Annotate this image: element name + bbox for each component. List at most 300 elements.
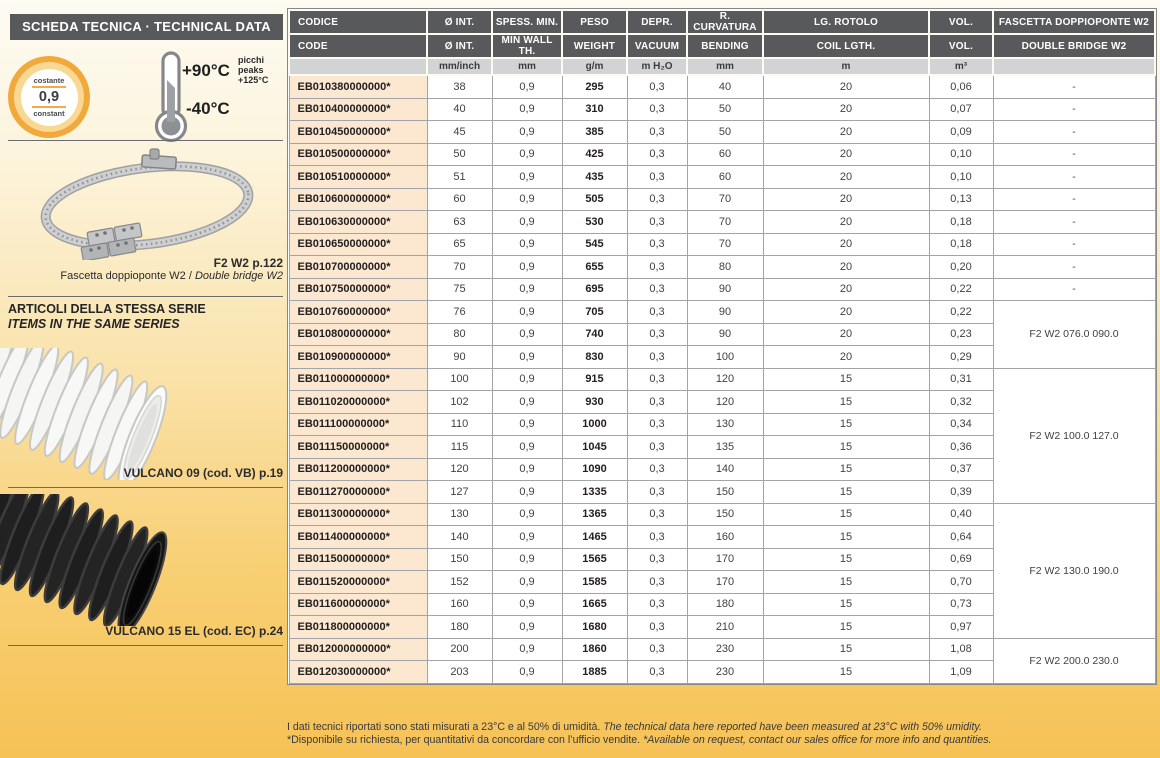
- cell-d-int: 203: [427, 661, 492, 684]
- cell-code: EB011100000000*: [289, 413, 427, 436]
- cell-min-wall: 0,9: [492, 616, 562, 639]
- sidebar-divider: [8, 140, 283, 141]
- cell-vacuum: 0,3: [627, 481, 687, 504]
- table-row: [289, 188, 1155, 211]
- cell-bending: 70: [687, 211, 763, 234]
- col-subheader-d_int: Ø INT.: [427, 34, 492, 58]
- footer-line1-it: I dati tecnici riportati sono stati misurati a 23°C e al 50% di umidità.: [287, 721, 604, 733]
- cell-code: EB011200000000*: [289, 458, 427, 481]
- cell-bending: 160: [687, 526, 763, 549]
- sidebar-divider: [8, 645, 283, 646]
- cell-d-int: 51: [427, 166, 492, 189]
- table-row: [289, 121, 1155, 144]
- cell-code: EB011000000000*: [289, 368, 427, 391]
- unit-d_int: mm/inch: [427, 58, 492, 75]
- cell-d-int: 45: [427, 121, 492, 144]
- cell-vacuum: 0,3: [627, 571, 687, 594]
- footer-notes: [287, 721, 1155, 746]
- cell-vacuum: 0,3: [627, 368, 687, 391]
- cell-vol: 0,22: [929, 278, 993, 301]
- cell-d-int: 60: [427, 188, 492, 211]
- cell-min-wall: 0,9: [492, 458, 562, 481]
- badge-ring: [14, 62, 84, 132]
- cell-weight: 705: [562, 301, 627, 324]
- cell-clamp: -: [993, 211, 1155, 234]
- cell-d-int: 160: [427, 593, 492, 616]
- cell-clamp: F2 W2 200.0 230.0: [993, 638, 1155, 683]
- cell-min-wall: 0,9: [492, 638, 562, 661]
- peaks-value: +125°C: [238, 75, 269, 85]
- cell-vol: 0,70: [929, 571, 993, 594]
- unit-vacuum: m H₂O: [627, 58, 687, 75]
- cell-bending: 40: [687, 75, 763, 98]
- cell-weight: 830: [562, 346, 627, 369]
- cell-min-wall: 0,9: [492, 278, 562, 301]
- cell-weight: 385: [562, 121, 627, 144]
- table-row: [289, 143, 1155, 166]
- cell-min-wall: 0,9: [492, 413, 562, 436]
- cell-min-wall: 0,9: [492, 526, 562, 549]
- cell-clamp: -: [993, 256, 1155, 279]
- col-subheader-bending: BENDING: [687, 34, 763, 58]
- cell-min-wall: 0,9: [492, 323, 562, 346]
- cell-min-wall: 0,9: [492, 166, 562, 189]
- cell-bending: 60: [687, 166, 763, 189]
- constant-temperature-badge: [8, 56, 90, 138]
- cell-weight: 505: [562, 188, 627, 211]
- clamp-caption-it: Fascetta doppioponte W2 /: [60, 270, 192, 282]
- technical-data-table: [287, 8, 1157, 685]
- cell-coil: 15: [763, 526, 929, 549]
- cell-min-wall: 0,9: [492, 571, 562, 594]
- cell-code: EB010800000000*: [289, 323, 427, 346]
- cell-vol: 0,10: [929, 143, 993, 166]
- cell-clamp: -: [993, 121, 1155, 144]
- cell-vacuum: 0,3: [627, 278, 687, 301]
- cell-vol: 0,07: [929, 98, 993, 121]
- cell-min-wall: 0,9: [492, 75, 562, 98]
- cell-vacuum: 0,3: [627, 413, 687, 436]
- product-label-vulcano-09: VULCANO 09 (cod. VB) p.19: [123, 466, 283, 480]
- col-header-vacuum: DEPR.: [627, 10, 687, 34]
- footer-line-1: [287, 721, 1155, 734]
- col-header-d_int: Ø INT.: [427, 10, 492, 34]
- clamp-caption-en: Double bridge W2: [194, 270, 283, 282]
- cell-weight: 530: [562, 211, 627, 234]
- table-row: [289, 75, 1155, 98]
- cell-min-wall: 0,9: [492, 481, 562, 504]
- cell-code: EB010510000000*: [289, 166, 427, 189]
- cell-d-int: 90: [427, 346, 492, 369]
- same-series-it: ARTICOLI DELLA STESSA SERIE: [8, 302, 206, 316]
- table-row: [289, 166, 1155, 189]
- cell-coil: 20: [763, 188, 929, 211]
- cell-weight: 1465: [562, 526, 627, 549]
- cell-vol: 0,73: [929, 593, 993, 616]
- cell-coil: 20: [763, 75, 929, 98]
- table-row: [289, 503, 1155, 526]
- table-row: [289, 233, 1155, 256]
- product-label-vulcano-15el: VULCANO 15 EL (cod. EC) p.24: [105, 624, 283, 638]
- cell-code: EB010380000000*: [289, 75, 427, 98]
- table-row: [289, 98, 1155, 121]
- cell-weight: 1680: [562, 616, 627, 639]
- footer-line2-en: *Available on request, contact our sales office for more info and quantities.: [643, 733, 992, 746]
- cell-min-wall: 0,9: [492, 436, 562, 459]
- cell-min-wall: 0,9: [492, 121, 562, 144]
- cell-vacuum: 0,3: [627, 75, 687, 98]
- cell-weight: 1335: [562, 481, 627, 504]
- cell-d-int: 50: [427, 143, 492, 166]
- badge-value: 0,9: [38, 88, 60, 105]
- cell-d-int: 75: [427, 278, 492, 301]
- cell-vacuum: 0,3: [627, 661, 687, 684]
- units-row: [289, 58, 1155, 75]
- badge-divider: [32, 106, 66, 108]
- cell-vacuum: 0,3: [627, 593, 687, 616]
- cell-coil: 20: [763, 143, 929, 166]
- cell-bending: 120: [687, 368, 763, 391]
- cell-d-int: 200: [427, 638, 492, 661]
- table-row: [289, 638, 1155, 661]
- cell-weight: 425: [562, 143, 627, 166]
- cell-code: EB011400000000*: [289, 526, 427, 549]
- cell-vacuum: 0,3: [627, 638, 687, 661]
- cell-code: EB010760000000*: [289, 301, 427, 324]
- cell-min-wall: 0,9: [492, 211, 562, 234]
- cell-code: EB011600000000*: [289, 593, 427, 616]
- cell-min-wall: 0,9: [492, 256, 562, 279]
- cell-vol: 0,09: [929, 121, 993, 144]
- cell-clamp: -: [993, 98, 1155, 121]
- cell-d-int: 120: [427, 458, 492, 481]
- unit-code: [289, 58, 427, 75]
- cell-bending: 180: [687, 593, 763, 616]
- col-header-weight: PESO: [562, 10, 627, 34]
- spec-table: [288, 9, 1156, 684]
- cell-weight: 1365: [562, 503, 627, 526]
- cell-d-int: 130: [427, 503, 492, 526]
- cell-d-int: 115: [427, 436, 492, 459]
- col-subheader-vacuum: VACUUM: [627, 34, 687, 58]
- cell-vacuum: 0,3: [627, 391, 687, 414]
- cell-weight: 1860: [562, 638, 627, 661]
- cell-code: EB011300000000*: [289, 503, 427, 526]
- cell-vol: 0,69: [929, 548, 993, 571]
- col-subheader-vol: VOL.: [929, 34, 993, 58]
- footer-line1-en: The technical data here reported have been measured at 23°C with 50% umidity.: [603, 721, 982, 733]
- cell-coil: 20: [763, 211, 929, 234]
- cell-vacuum: 0,3: [627, 121, 687, 144]
- cell-vacuum: 0,3: [627, 233, 687, 256]
- cell-weight: 915: [562, 368, 627, 391]
- col-subheader-clamp: DOUBLE BRIDGE W2: [993, 34, 1155, 58]
- cell-code: EB011270000000*: [289, 481, 427, 504]
- cell-vacuum: 0,3: [627, 436, 687, 459]
- cell-code: EB011020000000*: [289, 391, 427, 414]
- table-row: [289, 368, 1155, 391]
- cell-weight: 1000: [562, 413, 627, 436]
- unit-coil: m: [763, 58, 929, 75]
- cell-coil: 15: [763, 391, 929, 414]
- cell-vacuum: 0,3: [627, 323, 687, 346]
- cell-bending: 230: [687, 638, 763, 661]
- cell-d-int: 140: [427, 526, 492, 549]
- cell-clamp: -: [993, 278, 1155, 301]
- cell-clamp: F2 W2 100.0 127.0: [993, 368, 1155, 503]
- cell-clamp: -: [993, 233, 1155, 256]
- cell-weight: 1045: [562, 436, 627, 459]
- cell-min-wall: 0,9: [492, 98, 562, 121]
- cell-vacuum: 0,3: [627, 503, 687, 526]
- cell-vol: 1,09: [929, 661, 993, 684]
- cell-weight: 295: [562, 75, 627, 98]
- cell-vacuum: 0,3: [627, 548, 687, 571]
- header-row-en: [289, 34, 1155, 58]
- cell-code: EB010450000000*: [289, 121, 427, 144]
- cell-vol: 0,40: [929, 503, 993, 526]
- cell-d-int: 127: [427, 481, 492, 504]
- cell-vol: 0,18: [929, 233, 993, 256]
- cell-vacuum: 0,3: [627, 458, 687, 481]
- hose-image-black: [0, 494, 235, 626]
- col-subheader-coil: COIL LGTH.: [763, 34, 929, 58]
- cell-coil: 15: [763, 413, 929, 436]
- cell-coil: 15: [763, 436, 929, 459]
- cell-d-int: 80: [427, 323, 492, 346]
- cell-code: EB010400000000*: [289, 98, 427, 121]
- cell-bending: 140: [687, 458, 763, 481]
- cell-coil: 15: [763, 503, 929, 526]
- cell-weight: 545: [562, 233, 627, 256]
- cell-min-wall: 0,9: [492, 661, 562, 684]
- cell-bending: 70: [687, 188, 763, 211]
- cell-vol: 0,32: [929, 391, 993, 414]
- cell-vol: 0,29: [929, 346, 993, 369]
- cell-weight: 930: [562, 391, 627, 414]
- cell-bending: 60: [687, 143, 763, 166]
- table-row: [289, 301, 1155, 324]
- cell-bending: 90: [687, 301, 763, 324]
- sidebar-divider: [8, 296, 283, 297]
- cell-code: EB012000000000*: [289, 638, 427, 661]
- clamp-ref: F2 W2 p.122: [213, 256, 283, 270]
- cell-min-wall: 0,9: [492, 143, 562, 166]
- table-row: [289, 211, 1155, 234]
- col-header-min_wall: SPESS. MIN.: [492, 10, 562, 34]
- clamp-image: [22, 148, 272, 260]
- peaks-en: peaks: [238, 65, 264, 75]
- cell-clamp: -: [993, 166, 1155, 189]
- cell-weight: 740: [562, 323, 627, 346]
- cell-d-int: 180: [427, 616, 492, 639]
- cell-bending: 230: [687, 661, 763, 684]
- cell-vol: 0,18: [929, 211, 993, 234]
- badge-divider: [32, 86, 66, 88]
- cell-vacuum: 0,3: [627, 143, 687, 166]
- cell-bending: 50: [687, 121, 763, 144]
- cell-bending: 130: [687, 413, 763, 436]
- temp-min-label: -40°C: [186, 99, 230, 118]
- cell-vol: 0,31: [929, 368, 993, 391]
- cell-coil: 20: [763, 166, 929, 189]
- cell-weight: 310: [562, 98, 627, 121]
- cell-weight: 435: [562, 166, 627, 189]
- cell-d-int: 152: [427, 571, 492, 594]
- footer-line2-it: *Disponibile su richiesta, per quantitativi da concordare con l’ufficio vendite.: [287, 733, 644, 746]
- cell-min-wall: 0,9: [492, 233, 562, 256]
- col-header-code: CODICE: [289, 10, 427, 34]
- cell-coil: 20: [763, 121, 929, 144]
- cell-bending: 170: [687, 548, 763, 571]
- unit-vol: m³: [929, 58, 993, 75]
- cell-min-wall: 0,9: [492, 391, 562, 414]
- col-header-vol: VOL.: [929, 10, 993, 34]
- cell-vol: 0,39: [929, 481, 993, 504]
- cell-vacuum: 0,3: [627, 211, 687, 234]
- cell-coil: 15: [763, 481, 929, 504]
- cell-code: EB011520000000*: [289, 571, 427, 594]
- cell-d-int: 65: [427, 233, 492, 256]
- col-header-clamp: FASCETTA DOPPIOPONTE W2: [993, 10, 1155, 34]
- table-row: [289, 256, 1155, 279]
- cell-vacuum: 0,3: [627, 526, 687, 549]
- cell-min-wall: 0,9: [492, 503, 562, 526]
- cell-min-wall: 0,9: [492, 301, 562, 324]
- cell-coil: 15: [763, 548, 929, 571]
- cell-d-int: 100: [427, 368, 492, 391]
- cell-bending: 150: [687, 503, 763, 526]
- cell-d-int: 70: [427, 256, 492, 279]
- cell-coil: 20: [763, 256, 929, 279]
- cell-bending: 210: [687, 616, 763, 639]
- cell-clamp: F2 W2 130.0 190.0: [993, 503, 1155, 638]
- cell-code: EB012030000000*: [289, 661, 427, 684]
- cell-bending: 70: [687, 233, 763, 256]
- cell-min-wall: 0,9: [492, 548, 562, 571]
- cell-min-wall: 0,9: [492, 346, 562, 369]
- cell-weight: 1090: [562, 458, 627, 481]
- col-subheader-code: CODE: [289, 34, 427, 58]
- cell-coil: 15: [763, 593, 929, 616]
- cell-coil: 20: [763, 98, 929, 121]
- table-row: [289, 278, 1155, 301]
- cell-vol: 0,97: [929, 616, 993, 639]
- cell-d-int: 102: [427, 391, 492, 414]
- cell-min-wall: 0,9: [492, 593, 562, 616]
- cell-code: EB010650000000*: [289, 233, 427, 256]
- cell-vol: 0,10: [929, 166, 993, 189]
- cell-code: EB011150000000*: [289, 436, 427, 459]
- cell-bending: 50: [687, 98, 763, 121]
- cell-bending: 150: [687, 481, 763, 504]
- cell-vol: 0,34: [929, 413, 993, 436]
- cell-vol: 0,20: [929, 256, 993, 279]
- cell-vol: 1,08: [929, 638, 993, 661]
- cell-coil: 15: [763, 616, 929, 639]
- unit-weight: g/m: [562, 58, 627, 75]
- cell-vol: 0,23: [929, 323, 993, 346]
- cell-min-wall: 0,9: [492, 188, 562, 211]
- cell-vacuum: 0,3: [627, 188, 687, 211]
- header-row-it: [289, 10, 1155, 34]
- cell-clamp: -: [993, 188, 1155, 211]
- cell-clamp: F2 W2 076.0 090.0: [993, 301, 1155, 369]
- cell-coil: 20: [763, 346, 929, 369]
- peaks-it: picchi: [238, 55, 265, 65]
- cell-vol: 0,13: [929, 188, 993, 211]
- cell-d-int: 40: [427, 98, 492, 121]
- cell-weight: 1565: [562, 548, 627, 571]
- unit-clamp: [993, 58, 1155, 75]
- cell-coil: 20: [763, 278, 929, 301]
- cell-bending: 90: [687, 278, 763, 301]
- cell-code: EB010500000000*: [289, 143, 427, 166]
- cell-bending: 80: [687, 256, 763, 279]
- cell-vacuum: 0,3: [627, 256, 687, 279]
- cell-weight: 1665: [562, 593, 627, 616]
- cell-weight: 1585: [562, 571, 627, 594]
- cell-bending: 170: [687, 571, 763, 594]
- footer-line-2: [287, 734, 1155, 747]
- unit-bending: mm: [687, 58, 763, 75]
- cell-code: EB011500000000*: [289, 548, 427, 571]
- cell-code: EB010900000000*: [289, 346, 427, 369]
- cell-code: EB010700000000*: [289, 256, 427, 279]
- cell-d-int: 38: [427, 75, 492, 98]
- cell-code: EB010750000000*: [289, 278, 427, 301]
- cell-coil: 15: [763, 661, 929, 684]
- temp-max-label: +90°C: [182, 61, 230, 80]
- cell-vol: 0,37: [929, 458, 993, 481]
- cell-weight: 695: [562, 278, 627, 301]
- hose-image-white: [0, 348, 235, 480]
- cell-coil: 15: [763, 368, 929, 391]
- cell-code: EB010630000000*: [289, 211, 427, 234]
- same-series-heading: [8, 302, 206, 332]
- cell-vol: 0,64: [929, 526, 993, 549]
- sidebar-divider: [8, 487, 283, 488]
- col-subheader-min_wall: MIN WALL TH.: [492, 34, 562, 58]
- cell-vacuum: 0,3: [627, 166, 687, 189]
- cell-coil: 15: [763, 638, 929, 661]
- cell-clamp: -: [993, 143, 1155, 166]
- page-title: SCHEDA TECNICA · TECHNICAL DATA: [10, 14, 283, 40]
- cell-vol: 0,36: [929, 436, 993, 459]
- same-series-en: ITEMS IN THE SAME SERIES: [8, 317, 180, 331]
- cell-weight: 1885: [562, 661, 627, 684]
- cell-vol: 0,22: [929, 301, 993, 324]
- cell-vacuum: 0,3: [627, 301, 687, 324]
- cell-vacuum: 0,3: [627, 346, 687, 369]
- cell-coil: 20: [763, 233, 929, 256]
- cell-bending: 90: [687, 323, 763, 346]
- cell-coil: 20: [763, 323, 929, 346]
- col-header-bending: R. CURVATURA: [687, 10, 763, 34]
- cell-vacuum: 0,3: [627, 616, 687, 639]
- cell-code: EB011800000000*: [289, 616, 427, 639]
- cell-weight: 655: [562, 256, 627, 279]
- cell-d-int: 150: [427, 548, 492, 571]
- cell-coil: 15: [763, 458, 929, 481]
- cell-coil: 20: [763, 301, 929, 324]
- unit-min_wall: mm: [492, 58, 562, 75]
- cell-bending: 120: [687, 391, 763, 414]
- cell-d-int: 110: [427, 413, 492, 436]
- cell-clamp: -: [993, 75, 1155, 98]
- cell-vacuum: 0,3: [627, 98, 687, 121]
- badge-center: [21, 69, 78, 126]
